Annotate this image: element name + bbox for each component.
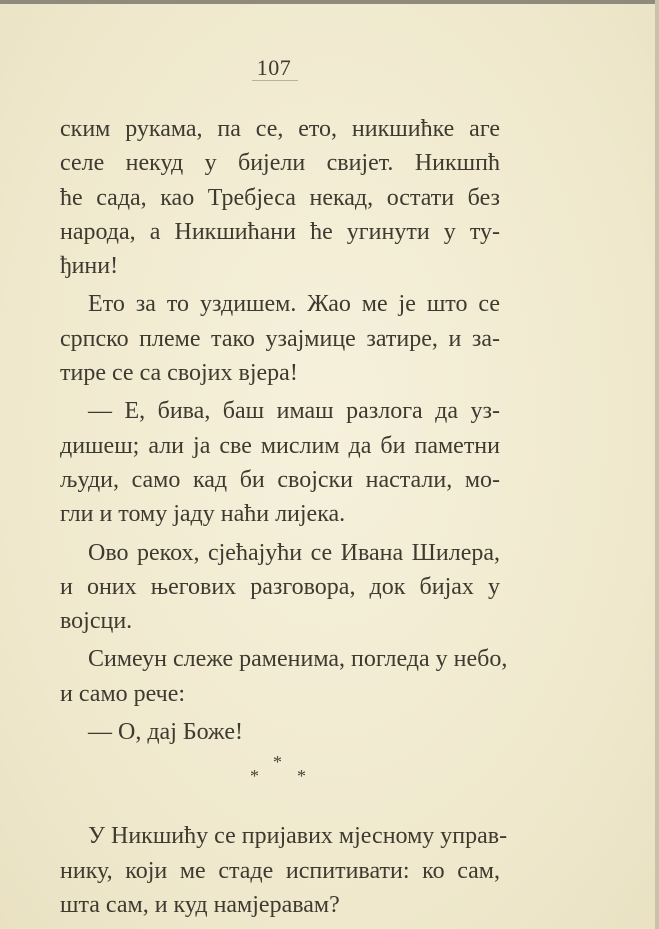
text-line: Ово рекох, сјећајући се Ивана Шилера, <box>88 539 500 566</box>
paragraph <box>60 715 500 749</box>
paragraph <box>60 642 508 711</box>
text-line: ће сада, као Требјеса некад, остати без <box>60 184 500 211</box>
text-line: српско племе тако узајмице затире, и за- <box>60 325 500 352</box>
text-line: ђини! <box>60 253 119 280</box>
text-line: народа, а Никшићани ће угинути у ту- <box>60 218 500 245</box>
text-line: Ето за то уздишем. Жао ме је што се <box>88 291 500 318</box>
page-number: 107 <box>256 55 292 80</box>
text-line: шта сам, и куд намјеравам? <box>60 891 340 918</box>
section-break-asterism <box>60 749 500 819</box>
asterisk-glyph: * <box>297 766 306 787</box>
paragraph <box>60 536 500 639</box>
paragraph <box>60 112 500 283</box>
text-line: војсци. <box>60 608 133 635</box>
text-line: Симеун слеже раменима, погледа у небо, <box>88 646 508 673</box>
text-line: људи, само кад би својски настали, мо- <box>60 466 500 493</box>
text-line: селе некуд у бијели свијет. Никшпћ <box>60 150 500 177</box>
paragraph <box>60 287 500 390</box>
text-line: — О, дај Боже! <box>88 719 243 746</box>
asterisk-glyph: * <box>250 766 259 787</box>
paragraph <box>60 819 508 922</box>
text-line: дишеш; али ја све мислим да би паметни <box>60 432 500 459</box>
text-line: нику, који ме стаде испитивати: ко сам, <box>60 857 500 884</box>
text-line: тире се са својих вјера! <box>60 360 298 387</box>
page-right-edge <box>655 0 659 929</box>
page-top-edge <box>0 0 659 4</box>
text-line: и оних његових разговора, док бијах у <box>60 573 500 600</box>
paragraph <box>60 394 500 531</box>
page-number-rule <box>252 80 298 81</box>
body-text <box>60 112 508 922</box>
asterisk-glyph: * <box>273 752 282 773</box>
text-line: гли и тому јаду наћи лијека. <box>60 501 346 528</box>
text-line: — Е, бива, баш имаш разлога да уз- <box>88 398 500 425</box>
text-line: ским рукама, па се, ето, никшићке аге <box>60 116 500 142</box>
text-line: У Никшићу се пријавих мјесному управ- <box>88 823 508 850</box>
text-line: и само рече: <box>60 680 186 707</box>
